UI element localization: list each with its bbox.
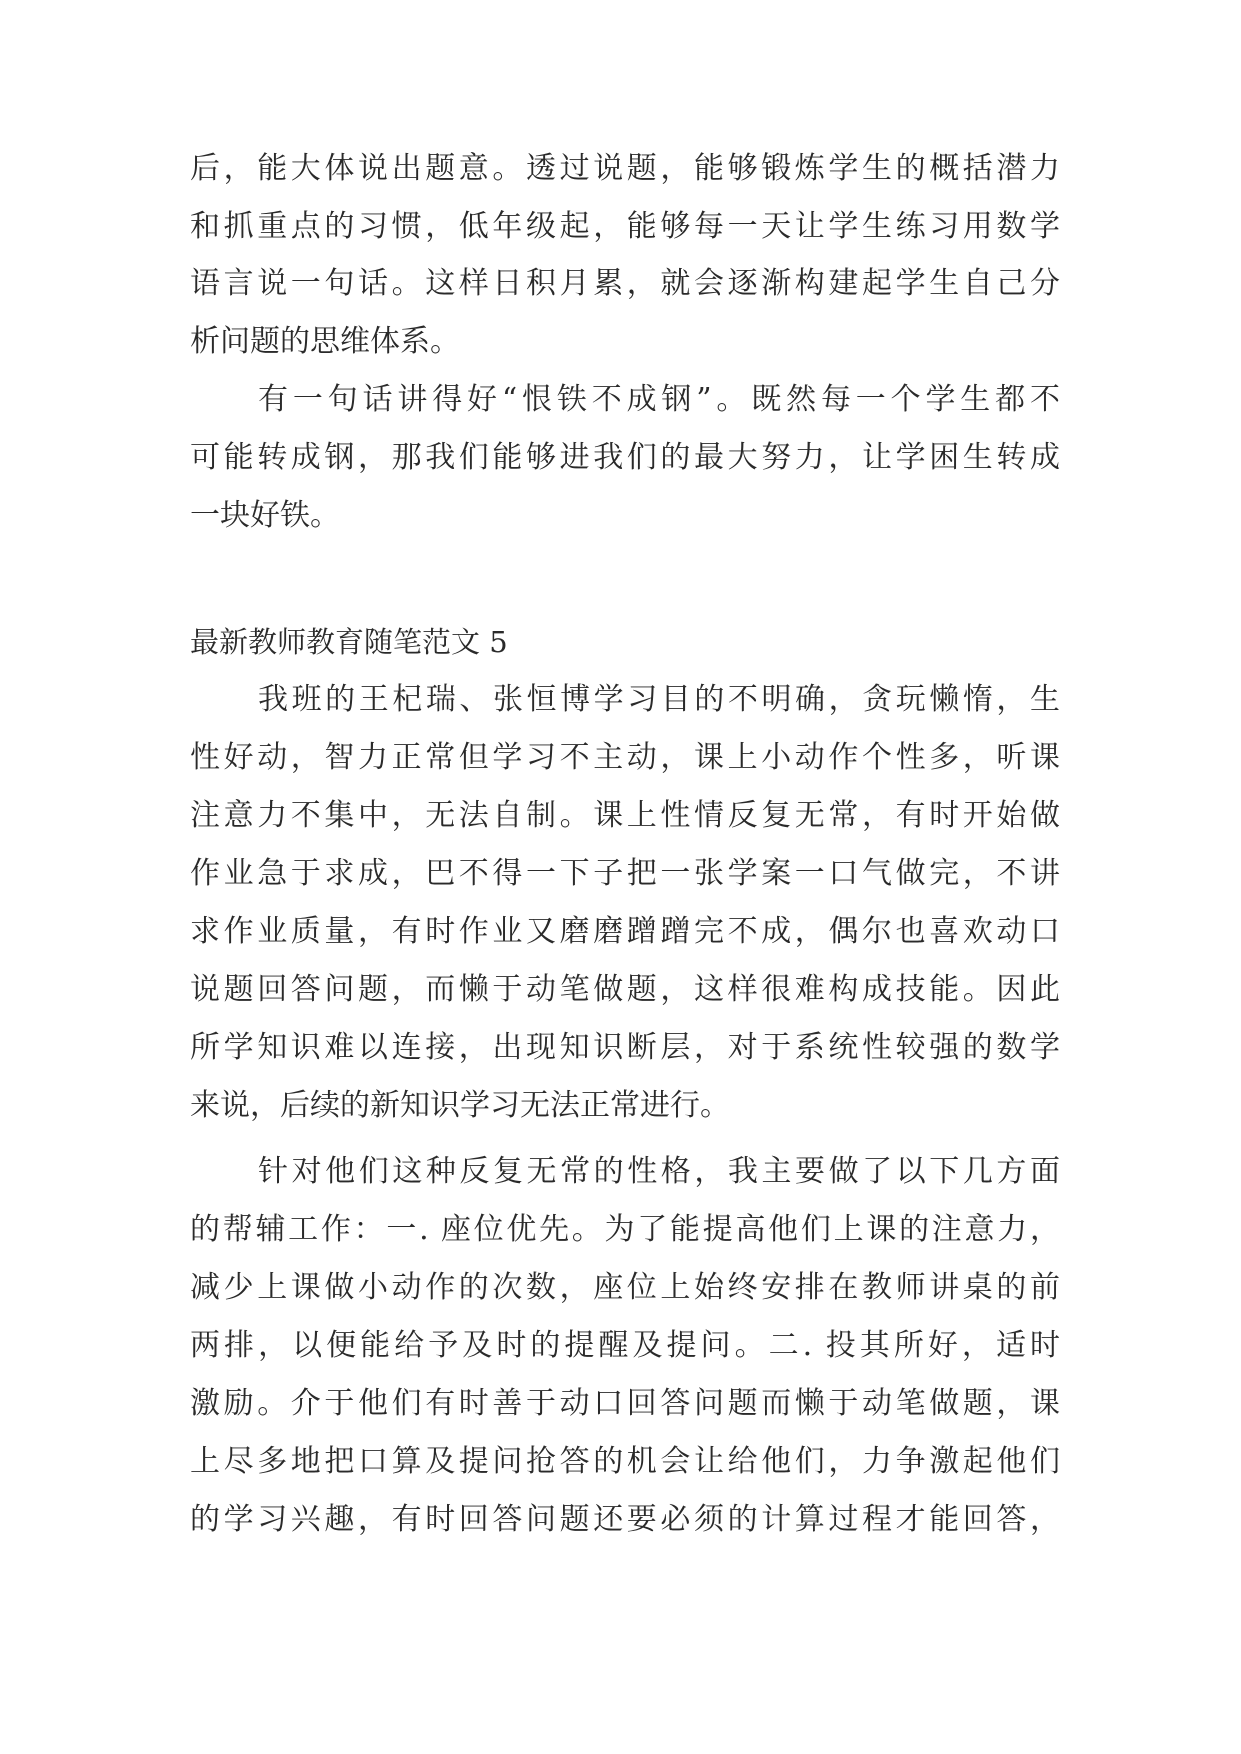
paragraph-line: 激励。介于他们有时善于动口回答问题而懒于动笔做题，课 (190, 1386, 1060, 1421)
paragraph-line: 有一句话讲得好“恨铁不成钢”。既然每一个学生都不 (258, 382, 1060, 417)
paragraph-line: 针对他们这种反复无常的性格，我主要做了以下几方面 (258, 1154, 1060, 1189)
paragraph-line: 作业急于求成，巴不得一下子把一张学案一口气做完，不讲 (190, 856, 1060, 891)
paragraph-line: 减少上课做小动作的次数，座位上始终安排在教师讲桌的前 (190, 1270, 1060, 1305)
paragraph-line: 语言说一句话。这样日积月累，就会逐渐构建起学生自己分 (190, 266, 1060, 301)
paragraph-line: 析问题的思维体系。 (190, 324, 460, 359)
paragraph-line: 我班的王杞瑞、张恒博学习目的不明确，贪玩懒惰，生 (258, 682, 1060, 717)
paragraph-line: 求作业质量，有时作业又磨磨蹭蹭完不成，偶尔也喜欢动口 (190, 914, 1060, 949)
paragraph-line: 可能转成钢，那我们能够进我们的最大努力，让学困生转成 (190, 440, 1060, 475)
paragraph-line: 所学知识难以连接，出现知识断层，对于系统性较强的数学 (190, 1030, 1060, 1065)
section-heading: 最新教师教育随笔范文 5 (190, 625, 508, 659)
paragraph-line: 注意力不集中，无法自制。课上性情反复无常，有时开始做 (190, 798, 1060, 833)
paragraph-line: 性好动，智力正常但学习不主动，课上小动作个性多，听课 (190, 740, 1060, 775)
paragraph-line: 说题回答问题，而懒于动笔做题，这样很难构成技能。因此 (190, 972, 1060, 1007)
paragraph-line: 上尽多地把口算及提问抢答的机会让给他们，力争激起他们 (190, 1444, 1060, 1479)
paragraph-line: 的帮辅工作：一. 座位优先。为了能提高他们上课的注意力， (190, 1212, 1060, 1247)
paragraph-line: 两排，以便能给予及时的提醒及提问。二. 投其所好，适时 (190, 1328, 1060, 1363)
paragraph-line: 来说，后续的新知识学习无法正常进行。 (190, 1088, 730, 1123)
paragraph-line: 后，能大体说出题意。透过说题，能够锻炼学生的概括潜力 (190, 151, 1060, 186)
paragraph-line: 和抓重点的习惯，低年级起，能够每一天让学生练习用数学 (190, 209, 1060, 244)
paragraph-line: 一块好铁。 (190, 498, 340, 533)
paragraph-line: 的学习兴趣，有时回答问题还要必须的计算过程才能回答， (190, 1502, 1060, 1537)
